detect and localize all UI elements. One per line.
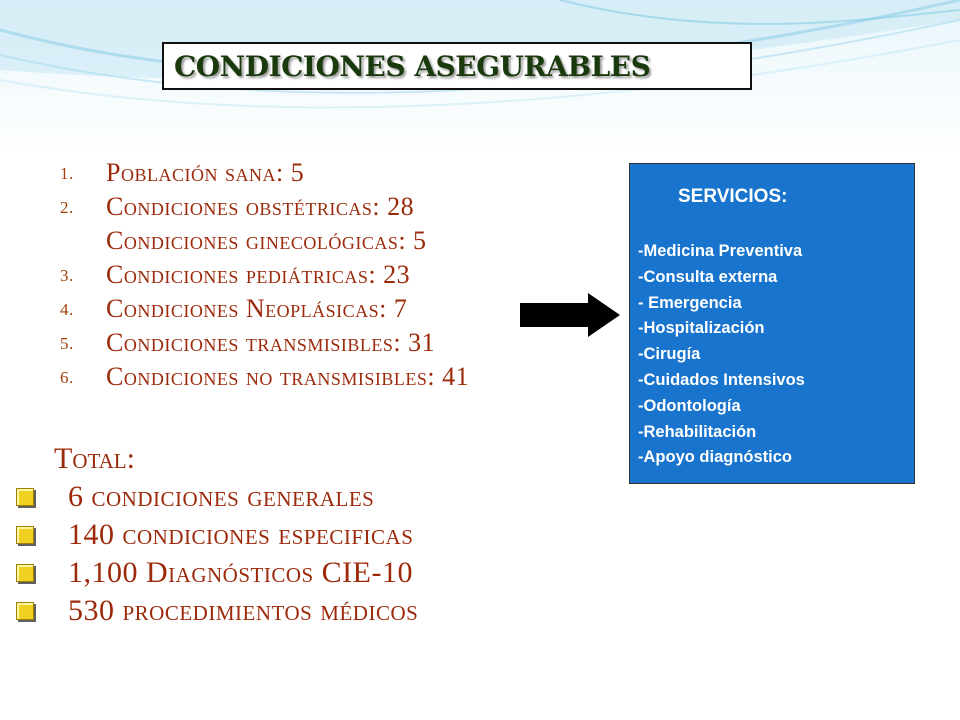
total-text: 6 condiciones generales [68, 480, 375, 513]
right-arrow-icon [520, 293, 620, 337]
service-item: -Cirugía [638, 345, 701, 364]
list-item [60, 362, 580, 396]
total-text: 530 procedimientos médicos [68, 594, 419, 627]
item-text: Condiciones Neoplásicas: 7 [106, 294, 408, 323]
list-item [12, 556, 572, 594]
totals-list [12, 480, 572, 632]
services-title: SERVICIOS: [678, 186, 788, 207]
item-number: 6. [60, 368, 74, 387]
service-item: -Rehabilitación [638, 422, 757, 441]
list-item [60, 192, 580, 226]
square-bullet-icon [16, 564, 34, 582]
service-item: -Consulta externa [638, 267, 778, 286]
list-item [12, 480, 572, 518]
list-item [60, 328, 580, 362]
item-text: Condiciones ginecológicas: 5 [106, 226, 427, 255]
item-number: 4. [60, 300, 74, 319]
list-item [60, 158, 580, 192]
item-text: Condiciones no transmisibles: 41 [106, 362, 470, 391]
service-item: -Apoyo diagnóstico [638, 448, 792, 467]
list-item [12, 594, 572, 632]
item-number: 2. [60, 198, 74, 217]
square-bullet-icon [16, 526, 34, 544]
list-item [60, 260, 580, 294]
services-list [638, 242, 805, 474]
service-item: -Hospitalización [638, 319, 765, 338]
services-box [629, 163, 915, 484]
service-item: -Odontología [638, 396, 741, 415]
item-text: Condiciones pediátricas: 23 [106, 260, 411, 289]
service-item: -Cuidados Intensivos [638, 370, 805, 389]
item-number: 3. [60, 266, 74, 285]
item-number: 5. [60, 334, 74, 353]
square-bullet-icon [16, 488, 34, 506]
title-box [162, 42, 752, 90]
service-item: - Emergencia [638, 293, 742, 312]
list-item [60, 226, 580, 260]
item-text: Condiciones transmisibles: 31 [106, 328, 436, 357]
page-title: CONDICIONES ASEGURABLES [174, 50, 651, 83]
total-label: Total: [54, 442, 135, 475]
square-bullet-icon [16, 602, 34, 620]
item-text: Población sana: 5 [106, 158, 305, 187]
service-item: -Medicina Preventiva [638, 242, 803, 260]
item-text: Condiciones obstétricas: 28 [106, 192, 415, 221]
conditions-list [60, 158, 580, 396]
list-item [12, 518, 572, 556]
item-number: 1. [60, 164, 74, 183]
total-text: 140 condiciones especificas [68, 518, 414, 551]
total-text: 1,100 Diagnósticos CIE-10 [68, 556, 413, 589]
list-item [60, 294, 580, 328]
